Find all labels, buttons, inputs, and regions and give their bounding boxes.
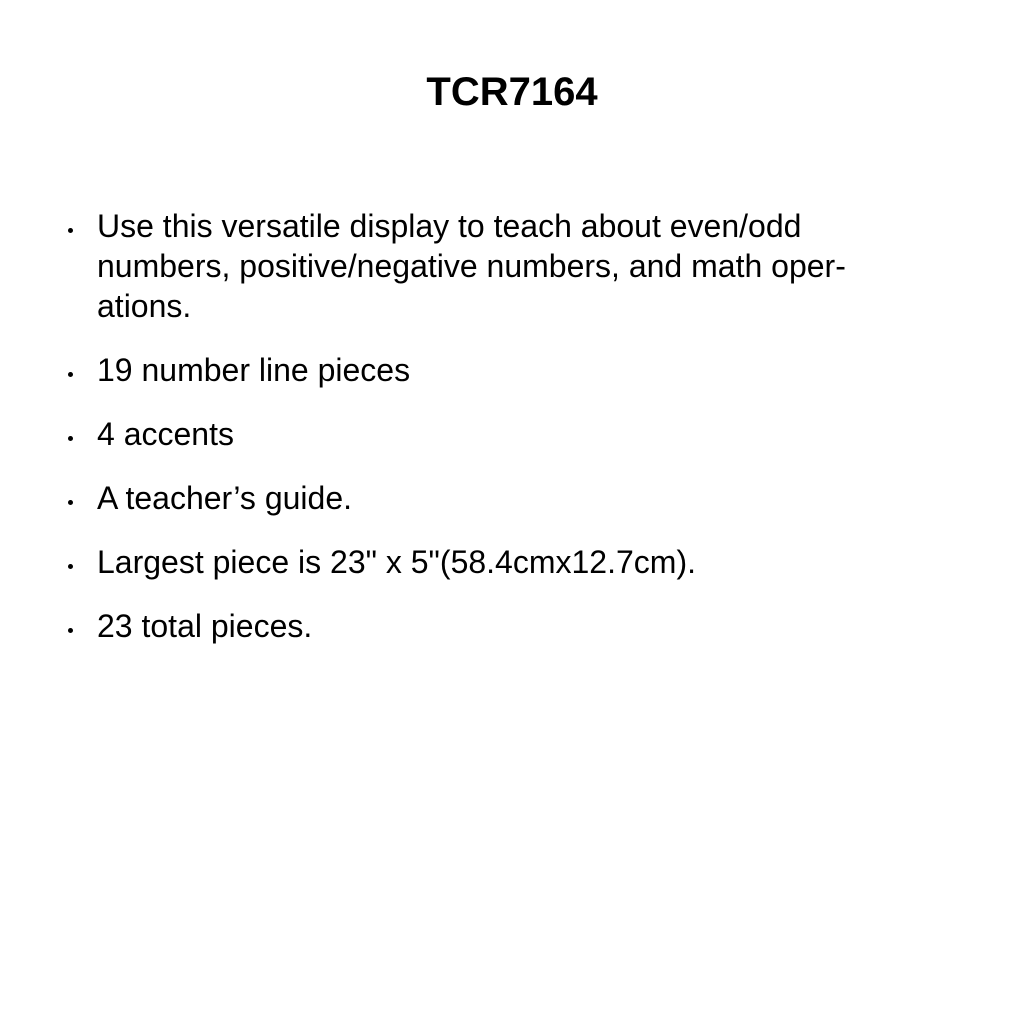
bullet-line: 23 total pieces. [97,608,313,644]
bullet-line: numbers, positive/negative numbers, and math oper- [97,248,846,284]
bullet-dot-icon [68,436,73,441]
bullet-dot-icon [68,564,73,569]
bullet-item-teachers-guide [64,478,964,518]
page-title: TCR7164 [426,70,598,114]
bullet-line: Largest piece is 23" x 5"(58.4cmx12.7cm). [97,544,696,580]
bullet-dot-icon [68,628,73,633]
bullet-line: 19 number line pieces [97,352,411,388]
bullet-line: Use this versatile display to teach about even/odd [97,208,802,244]
bullet-line: A teacher’s guide. [97,480,352,516]
bullet-list [64,206,964,646]
bullet-item-total-pieces [64,606,964,646]
bullet-item-number-line-pieces [64,350,964,390]
bullet-item-accents [64,414,964,454]
bullet-item-largest-piece [64,542,964,582]
bullet-item-description [64,206,964,326]
bullet-line: ations. [97,288,192,324]
bullet-line: 4 accents [97,416,234,452]
bullet-dot-icon [68,372,73,377]
bullet-dot-icon [68,228,73,233]
bullet-dot-icon [68,500,73,505]
